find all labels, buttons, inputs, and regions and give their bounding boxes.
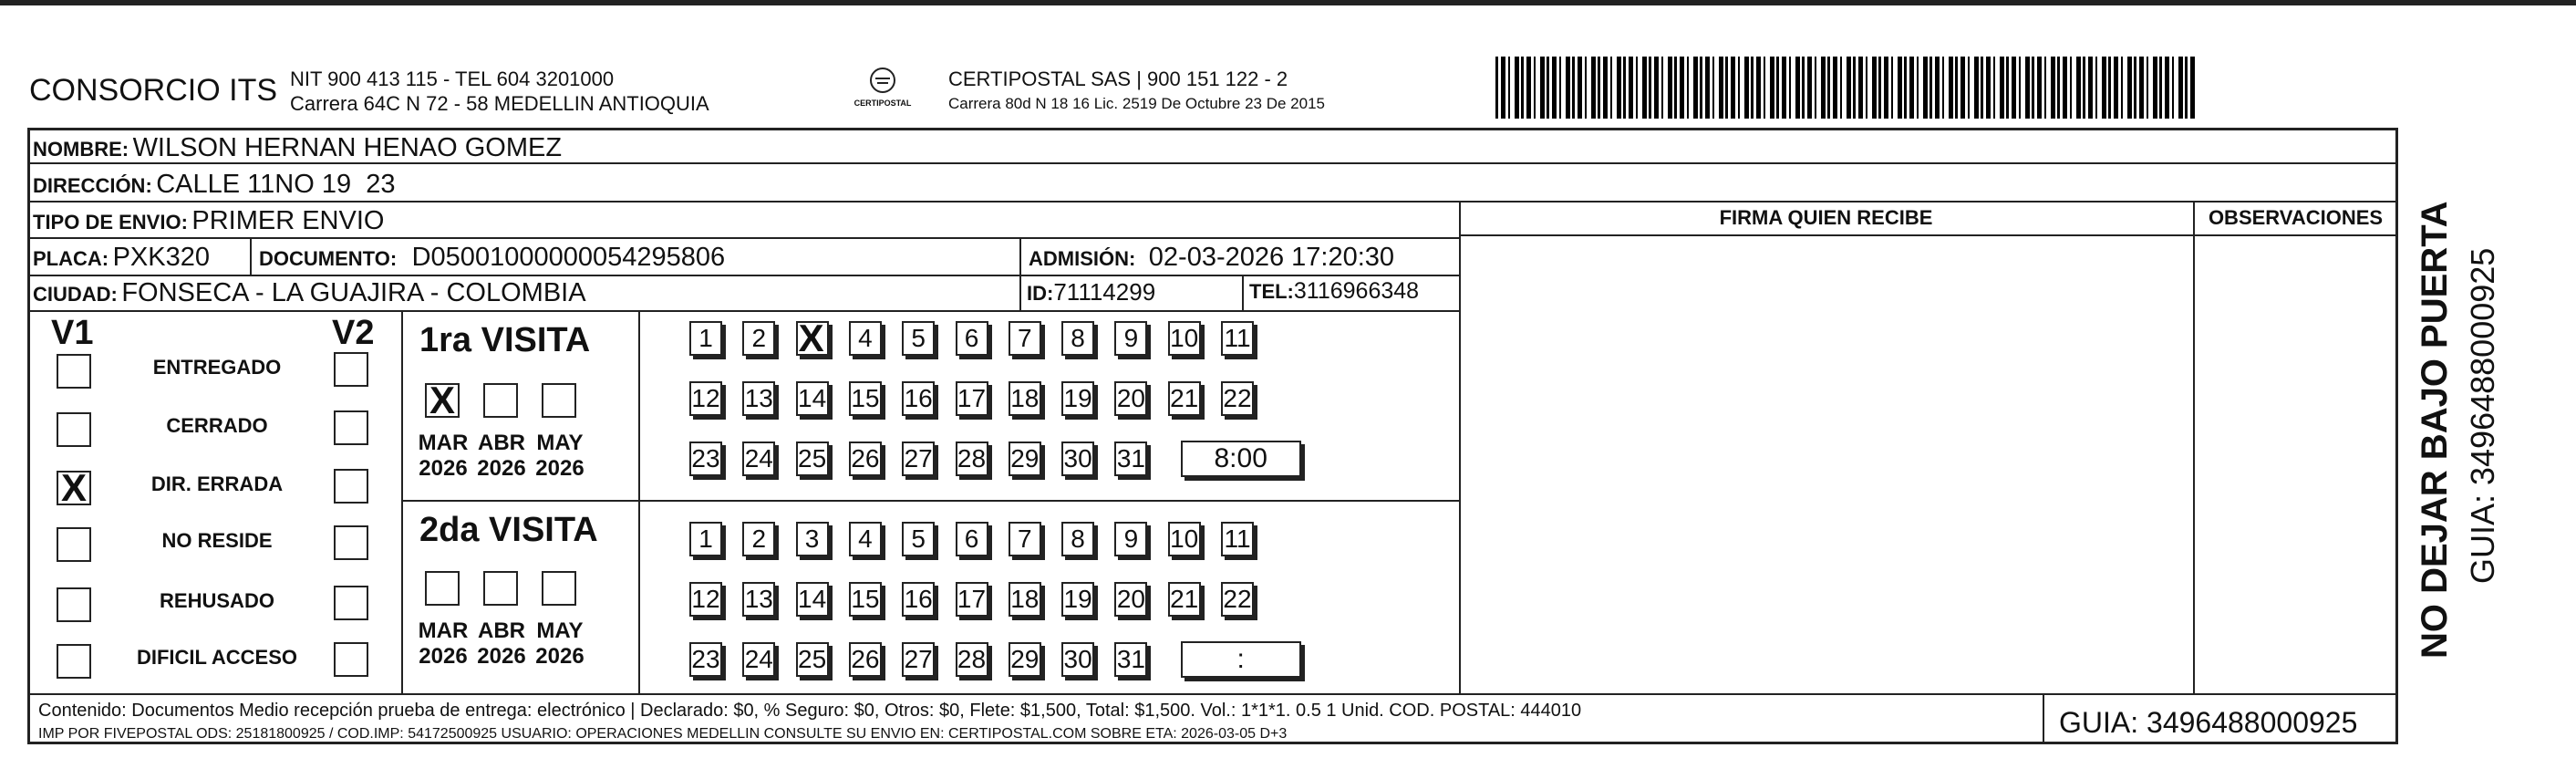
status-v1-checkbox[interactable] — [57, 527, 91, 562]
day-box[interactable]: 30 — [1061, 441, 1094, 476]
status-v2-checkbox[interactable] — [334, 469, 368, 504]
admision-value: 02-03-2026 17:20:30 — [1148, 243, 1395, 272]
day-box[interactable]: 25 — [796, 642, 829, 677]
footer-imp: IMP POR FIVEPOSTAL ODS: 25181800925 / COD.IMP: 54172500925 USUARIO: OPERACIONES MEDELLIN CONSULTE SU ENVIO EN: CERTIPOSTAL.COM SOBRE ETA: 2026-03-05 D+3 — [38, 726, 1288, 742]
day-box[interactable]: 17 — [956, 381, 988, 416]
nombre-value: WILSON HERNAN HENAO GOMEZ — [132, 133, 563, 162]
nombre-row — [33, 133, 562, 163]
day-box[interactable]: 28 — [956, 441, 988, 476]
day-box[interactable]: 11 — [1221, 522, 1254, 556]
status-v1-checkbox[interactable] — [57, 412, 91, 447]
day-box[interactable]: 13 — [742, 582, 775, 617]
day-box[interactable]: 4 — [849, 522, 882, 556]
month-year: 2026 — [419, 644, 468, 669]
day-box[interactable]: 6 — [956, 522, 988, 556]
day-box[interactable]: 4 — [849, 321, 882, 356]
documento-label: DOCUMENTO: — [259, 247, 398, 270]
month-checkbox[interactable] — [425, 571, 460, 606]
certipostal-logo — [853, 64, 912, 115]
id-value: 71114299 — [1053, 278, 1156, 306]
month-year: 2026 — [477, 644, 526, 669]
nombre-label: NOMBRE: — [33, 138, 129, 161]
day-box[interactable]: 20 — [1114, 582, 1147, 617]
visit1-title: 1ra VISITA — [419, 321, 591, 359]
day-box[interactable]: 13 — [742, 381, 775, 416]
courier-license: Carrera 80d N 18 16 Lic. 2519 De Octubre 23 De 2015 — [948, 95, 1325, 112]
day-box[interactable]: 5 — [902, 522, 935, 556]
day-box[interactable]: 7 — [1009, 522, 1041, 556]
col-divider — [1242, 275, 1244, 310]
month-year: 2026 — [477, 456, 526, 481]
month-label: MAY — [536, 618, 584, 643]
direccion-row — [33, 170, 395, 200]
month-label: MAR — [418, 618, 469, 643]
placa-label: PLACA: — [33, 247, 109, 270]
tipo-value: PRIMER ENVIO — [191, 206, 385, 235]
day-box[interactable]: 23 — [689, 642, 722, 677]
logo-text: CERTIPOSTAL — [853, 99, 912, 108]
row-divider — [27, 201, 2398, 203]
status-v2-checkbox[interactable] — [334, 410, 368, 445]
day-box[interactable]: 15 — [849, 381, 882, 416]
day-box[interactable]: 10 — [1168, 321, 1201, 356]
tel-label: TEL: — [1249, 280, 1294, 303]
day-box[interactable]: 30 — [1061, 642, 1094, 677]
status-label: ENTREGADO — [152, 356, 282, 379]
side-guia: GUIA: 3496488000925 — [2464, 247, 2501, 584]
day-box[interactable]: 23 — [689, 441, 722, 476]
day-box[interactable]: 19 — [1061, 381, 1094, 416]
day-box[interactable]: 22 — [1221, 381, 1254, 416]
day-box[interactable]: 14 — [796, 582, 829, 617]
status-v2-checkbox[interactable] — [334, 525, 368, 560]
day-box[interactable]: 6 — [956, 321, 988, 356]
visit2-title: 2da VISITA — [419, 511, 598, 549]
status-v1-checkbox[interactable] — [57, 466, 91, 509]
status-v2-checkbox[interactable] — [334, 642, 368, 677]
day-box[interactable]: 9 — [1114, 321, 1147, 356]
day-box[interactable] — [796, 317, 829, 359]
firma-header: FIRMA QUIEN RECIBE — [1719, 206, 1933, 229]
day-box[interactable]: 16 — [902, 582, 935, 617]
status-v2-checkbox[interactable] — [334, 586, 368, 620]
observations-area[interactable] — [2195, 236, 2396, 691]
placa-value: PXK320 — [112, 243, 210, 272]
month-checkbox[interactable] — [483, 383, 518, 418]
v2-header: V2 — [332, 314, 375, 352]
day-box[interactable]: 24 — [742, 441, 775, 476]
day-box[interactable]: 21 — [1168, 381, 1201, 416]
placa-cell — [33, 243, 210, 273]
signature-area[interactable] — [1461, 236, 2191, 691]
row-divider — [27, 275, 1459, 276]
top-rule — [0, 0, 2576, 5]
day-box[interactable]: 28 — [956, 642, 988, 677]
tel-value: 3116966348 — [1293, 278, 1420, 304]
month-checkbox[interactable] — [483, 571, 518, 606]
documento-cell — [259, 243, 725, 273]
day-box[interactable]: 14 — [796, 381, 829, 416]
footer-guia: GUIA: 3496488000925 — [2059, 706, 2358, 739]
ciudad-cell — [33, 278, 586, 308]
day-box[interactable]: 24 — [742, 642, 775, 677]
col-divider — [401, 310, 403, 693]
status-label: CERRADO — [166, 414, 268, 437]
status-label: NO RESIDE — [161, 529, 273, 552]
month-label: ABR — [478, 431, 525, 455]
day-box[interactable]: 16 — [902, 381, 935, 416]
day-box[interactable]: 25 — [796, 441, 829, 476]
day-box[interactable]: 18 — [1009, 381, 1041, 416]
day-box[interactable]: 17 — [956, 582, 988, 617]
day-box[interactable]: 29 — [1009, 441, 1041, 476]
day-box[interactable]: 12 — [689, 381, 722, 416]
observaciones-header: OBSERVACIONES — [2208, 206, 2384, 229]
month-year: 2026 — [535, 456, 585, 481]
day-box[interactable]: 27 — [902, 642, 935, 677]
day-box[interactable]: 1 — [689, 522, 722, 556]
day-box[interactable]: 29 — [1009, 642, 1041, 677]
day-box[interactable]: 10 — [1168, 522, 1201, 556]
documento-value: D05001000000054295806 — [411, 243, 726, 272]
v1-header: V1 — [51, 314, 94, 352]
direccion-label: DIRECCIÓN: — [33, 174, 152, 197]
day-box[interactable]: 26 — [849, 642, 882, 677]
status-v1-checkbox[interactable] — [57, 644, 91, 679]
footer-contenido: Contenido: Documentos Medio recepción prueba de entrega: electrónico | Declarado: $0, % Seguro: $0, Otros: $0, Flete: $1,500, Total: $1,500. Vol.: 1*1*1. 0.5 1 Unid. COD. POSTAL: 444010 — [38, 701, 1582, 721]
check-mark-icon: X — [429, 379, 455, 421]
tipo-label: TIPO DE ENVIO: — [33, 211, 188, 234]
row-divider — [27, 310, 1459, 312]
day-box[interactable]: 26 — [849, 441, 882, 476]
tel-cell — [1249, 278, 1419, 305]
company-nit: NIT 900 413 115 - TEL 604 3201000 — [290, 68, 615, 90]
status-label: DIR. ERRADA — [150, 473, 284, 495]
day-box[interactable]: 15 — [849, 582, 882, 617]
check-mark-icon: X — [60, 466, 87, 509]
day-box[interactable]: 31 — [1114, 642, 1147, 677]
month-checkbox[interactable] — [425, 379, 460, 421]
status-v2-checkbox[interactable] — [334, 352, 368, 387]
admision-cell — [1029, 243, 1394, 273]
day-box[interactable]: 9 — [1114, 522, 1147, 556]
day-box[interactable]: 12 — [689, 582, 722, 617]
barcode — [1495, 57, 2198, 119]
row-divider — [401, 500, 1459, 502]
day-box[interactable]: 21 — [1168, 582, 1201, 617]
status-label: REHUSADO — [160, 589, 274, 612]
tipo-row — [33, 206, 384, 236]
side-warning: NO DEJAR BAJO PUERTA — [2415, 201, 2455, 659]
admision-label: ADMISIÓN: — [1029, 247, 1136, 270]
row-divider — [27, 237, 1459, 239]
time-field[interactable]: 8:00 — [1181, 441, 1301, 477]
day-box[interactable]: 7 — [1009, 321, 1041, 356]
col-divider — [1019, 237, 1021, 310]
day-box[interactable]: 5 — [902, 321, 935, 356]
company-address: Carrera 64C N 72 - 58 MEDELLIN ANTIOQUIA — [290, 92, 709, 115]
day-box[interactable]: 31 — [1114, 441, 1147, 476]
month-label: MAR — [418, 431, 469, 455]
day-box[interactable]: 3 — [796, 522, 829, 556]
ciudad-label: CIUDAD: — [33, 283, 118, 306]
day-box[interactable]: 8 — [1061, 522, 1094, 556]
day-box[interactable]: 2 — [742, 522, 775, 556]
company-name: CONSORCIO ITS — [29, 73, 278, 108]
courier-name: CERTIPOSTAL SAS | 900 151 122 - 2 — [948, 68, 1288, 90]
col-divider — [2043, 693, 2044, 744]
month-label: ABR — [478, 618, 525, 643]
month-checkbox[interactable] — [542, 571, 576, 606]
time-field[interactable]: : — [1181, 641, 1301, 678]
day-box[interactable]: 1 — [689, 321, 722, 356]
day-box[interactable]: 20 — [1114, 381, 1147, 416]
day-box[interactable]: 27 — [902, 441, 935, 476]
id-cell — [1027, 278, 1155, 306]
status-label: DIFICIL ACCESO — [136, 646, 297, 669]
month-checkbox[interactable] — [542, 383, 576, 418]
col-divider — [250, 237, 252, 275]
status-v1-checkbox[interactable] — [57, 587, 91, 622]
day-box[interactable]: 22 — [1221, 582, 1254, 617]
id-label: ID: — [1027, 282, 1054, 305]
status-v1-checkbox[interactable] — [57, 354, 91, 389]
day-box[interactable]: 2 — [742, 321, 775, 356]
day-box[interactable]: 11 — [1221, 321, 1254, 356]
day-box[interactable]: 18 — [1009, 582, 1041, 617]
day-box[interactable]: 19 — [1061, 582, 1094, 617]
month-year: 2026 — [419, 456, 468, 481]
ciudad-value: FONSECA - LA GUAJIRA - COLOMBIA — [121, 278, 586, 307]
col-divider — [638, 310, 640, 693]
direccion-value: CALLE 11NO 19 23 — [156, 170, 396, 199]
month-label: MAY — [536, 431, 584, 455]
month-year: 2026 — [535, 644, 585, 669]
check-mark-icon: X — [798, 317, 824, 359]
day-box[interactable]: 8 — [1061, 321, 1094, 356]
